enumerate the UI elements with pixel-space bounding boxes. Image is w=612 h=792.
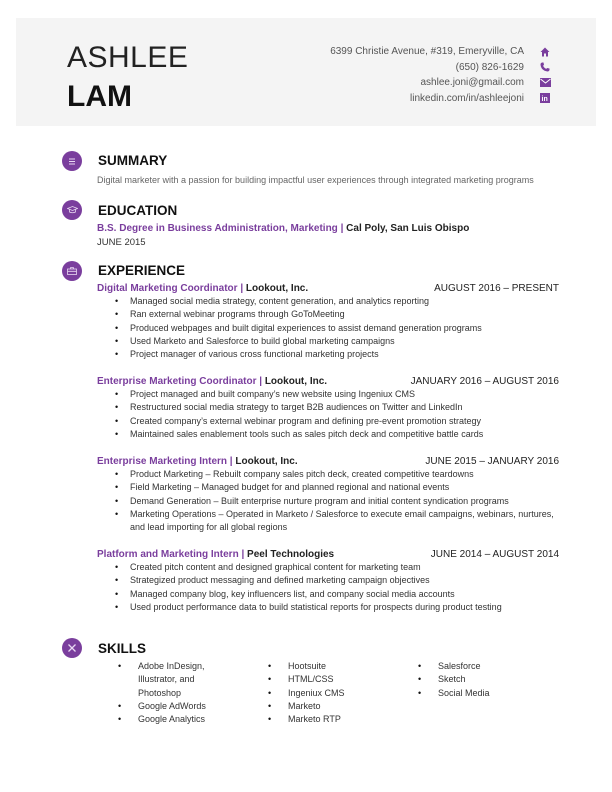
job-company: Peel Technologies — [247, 549, 335, 560]
job-company: Lookout, Inc. — [245, 283, 309, 294]
job-bullet: • Used Marketo and Salesforce to build global marketing campaigns — [130, 335, 559, 348]
svg-text:in: in — [541, 96, 548, 104]
skill-item: • Social Media — [418, 687, 558, 700]
job-bullet: • Marketing Operations – Operated in Marketo / Salesforce to execute email campaigns, webinars, nurtures, and lead importing for all global regions — [130, 508, 559, 535]
job-role: Platform and Marketing Intern — [97, 549, 239, 560]
job-header — [97, 376, 559, 387]
degree: B.S. Degree in Business Administration, Marketing — [97, 223, 338, 234]
address-text: 6399 Christie Avenue, #319, Emeryville, CA — [330, 46, 524, 57]
education-title: EDUCATION — [98, 203, 178, 218]
job-entry — [97, 376, 559, 441]
contact-linkedin[interactable] — [330, 91, 552, 107]
briefcase-icon — [62, 261, 82, 281]
skill-item: • Salesforce — [418, 660, 558, 673]
summary-icon — [62, 151, 82, 171]
job-bullet: • Demand Generation – Built enterprise nurture program and initial content syndication programs — [130, 495, 559, 508]
job-bullet: • Managed social media strategy, content generation, and analytics reporting — [130, 295, 559, 308]
phone-icon — [538, 62, 552, 72]
job-entry — [97, 456, 559, 534]
first-name: ASHLEE — [67, 41, 189, 74]
skill-item: • Google AdWords — [118, 700, 268, 713]
skills-column — [418, 660, 558, 726]
skill-item: • Hootsuite — [268, 660, 418, 673]
separator: | — [337, 223, 347, 234]
contact-email[interactable] — [330, 75, 552, 91]
job-bullet: • Produced webpages and built digital experiences to assist demand generation programs — [130, 322, 559, 335]
skills-column — [118, 660, 268, 726]
school: Cal Poly, San Luis Obispo — [346, 223, 470, 234]
education-degree-line — [97, 223, 469, 234]
job-bullets — [97, 388, 559, 441]
job-bullet: • Product Marketing – Rebuilt company sales pitch deck, created competitive teardowns — [130, 468, 559, 481]
job-header — [97, 456, 559, 467]
resume-header — [16, 18, 596, 126]
job-bullet: • Managed company blog, key influencers list, and company social media accounts — [130, 588, 559, 601]
linkedin-icon — [538, 93, 552, 103]
job-company: Lookout, Inc. — [235, 456, 298, 467]
contact-phone — [330, 60, 552, 76]
job-role: Enterprise Marketing Intern — [97, 456, 228, 467]
last-name: LAM — [67, 80, 132, 113]
job-role: Enterprise Marketing Coordinator — [97, 376, 257, 387]
summary-title: SUMMARY — [98, 153, 168, 168]
summary-text: Digital marketer with a passion for building impactful user experiences through integrated marketing programs — [97, 175, 534, 185]
skills-column — [268, 660, 418, 726]
job-dates: AUGUST 2016 – PRESENT — [434, 283, 559, 294]
skill-item: • Adobe InDesign, Illustrator, and Photoshop — [118, 660, 228, 700]
experience-title: EXPERIENCE — [98, 263, 186, 278]
job-bullets — [97, 295, 559, 361]
job-entry — [97, 549, 559, 614]
graduation-cap-icon — [62, 200, 82, 220]
job-bullets — [97, 468, 559, 534]
contact-block — [330, 44, 552, 106]
job-dates: JUNE 2014 – AUGUST 2014 — [430, 549, 559, 560]
job-bullet: • Field Marketing – Managed budget for and planned regional and national events — [130, 481, 559, 494]
skill-item: • Marketo — [268, 700, 418, 713]
contact-address — [330, 44, 552, 60]
skills-title: SKILLS — [98, 641, 147, 656]
linkedin-text[interactable]: linkedin.com/in/ashleejoni — [410, 92, 524, 104]
education-date: JUNE 2015 — [97, 237, 146, 248]
tools-icon — [62, 638, 82, 658]
job-dates: JUNE 2015 – JANUARY 2016 — [425, 456, 559, 467]
job-bullet: • Created pitch content and designed graphical content for marketing team — [130, 561, 559, 574]
job-bullets — [97, 561, 559, 614]
skill-item: • HTML/CSS — [268, 673, 418, 686]
job-header — [97, 283, 559, 294]
separator: | — [227, 456, 236, 467]
separator: | — [238, 549, 248, 560]
job-company: Lookout, Inc. — [264, 376, 328, 387]
job-bullet: • Strategized product messaging and defined marketing campaign objectives — [130, 574, 559, 587]
job-bullet: • Maintained sales enablement tools such as sales pitch deck and competitive battle cards — [130, 428, 559, 441]
job-header — [97, 549, 559, 560]
skill-item: • Google Analytics — [118, 713, 268, 726]
skills-list — [118, 660, 558, 726]
job-bullet: • Project managed and built company’s new website using Ingeniux CMS — [130, 388, 559, 401]
skill-item: • Ingeniux CMS — [268, 687, 418, 700]
home-icon — [538, 47, 552, 57]
phone-text: (650) 826-1629 — [455, 61, 524, 73]
job-entry — [97, 283, 559, 361]
email-icon — [538, 78, 552, 87]
job-bullet: • Ran external webinar programs through GoToMeeting — [130, 308, 559, 321]
skill-item: • Marketo RTP — [268, 713, 418, 726]
job-bullet: • Used product performance data to build statistical reports for prospects during product testing — [130, 601, 559, 614]
job-role: Digital Marketing Coordinator — [97, 283, 238, 294]
job-bullet: • Project manager of various cross functional marketing projects — [130, 348, 559, 361]
job-bullet: • Restructured social media strategy to target B2B audiences on Twitter and LinkedIn — [130, 401, 559, 414]
job-dates: JANUARY 2016 – AUGUST 2016 — [410, 376, 559, 387]
separator: | — [256, 376, 265, 387]
email-text[interactable]: ashlee.joni@gmail.com — [420, 77, 524, 88]
skill-item: • Sketch — [418, 673, 558, 686]
separator: | — [237, 283, 246, 294]
job-bullet: • Created company’s external webinar program and defining pre-event promotion strategy — [130, 415, 559, 428]
